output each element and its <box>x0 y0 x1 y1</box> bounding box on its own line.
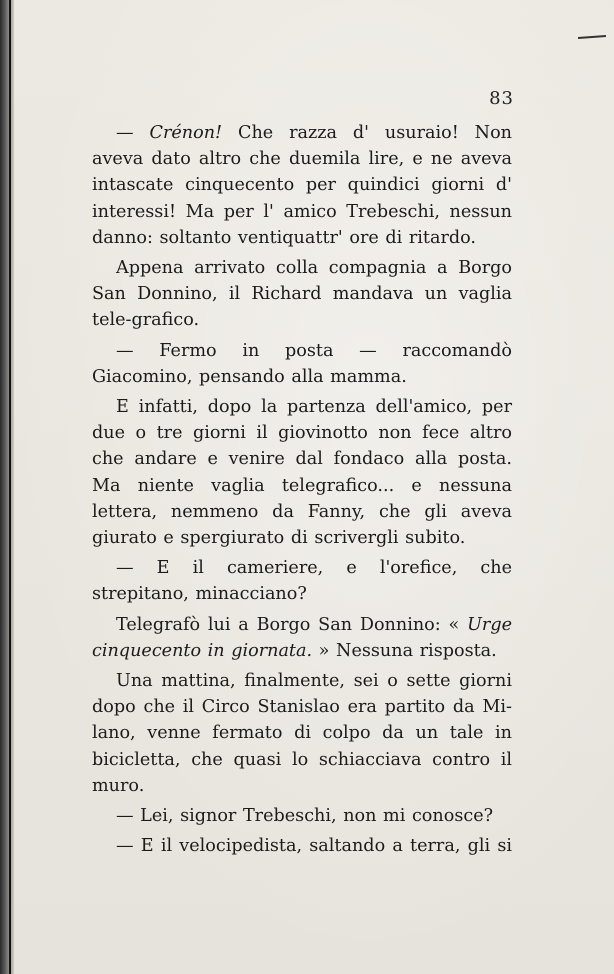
paragraph <box>92 833 512 859</box>
book-spine-edge <box>9 0 11 974</box>
text-run: — Lei, signor Trebeschi, non mi conosce? <box>116 806 494 827</box>
text-run: E infatti, dopo la partenza dell'amico, per due o tre giorni il giovinotto non fece altro che andare e venire dal fondaco alla posta. Ma niente vaglia telegrafico... e nessuna lettera, nemmeno da Fanny, che gli aveva giurato e spergiurato di scrivergli subito. <box>92 397 512 549</box>
page-number: 83 <box>489 88 514 109</box>
italic-text-run: Crénon! <box>149 123 223 143</box>
text-run: — <box>116 123 150 143</box>
paragraph <box>92 394 512 551</box>
book-spine-shadow <box>0 0 14 974</box>
text-body <box>92 120 512 863</box>
paragraph <box>92 555 512 607</box>
text-run: Telegrafò lui a Borgo San Donnino: « <box>116 614 468 635</box>
text-run: » Nessuna risposta. <box>312 640 497 661</box>
paragraph <box>92 668 512 799</box>
paragraph <box>92 803 512 829</box>
italic-text-run: Urge cinquecento in giornata. <box>92 614 512 661</box>
text-run: — Fermo in posta — raccomandò Giacomino, pensando alla mamma. <box>92 340 512 387</box>
text-run: Una mattina, finalmente, sei o sette giorni dopo che il Circo Stanislao era partito da Mi-lano, venne fermato di colpo da un tale in bicicletta, che quasi lo schiacciava contro il muro. <box>92 671 512 796</box>
text-run: Appena arrivato colla compagnia a Borgo San Donnino, il Richard mandava un vaglia tele-grafico. <box>92 258 512 331</box>
paragraph <box>92 612 512 664</box>
paragraph <box>92 255 512 334</box>
text-run: Che razza d' usuraio! Non aveva dato altro che duemila lire, e ne aveva intascate cinquecento per quindici giorni d' interessi! Ma per l' amico Trebeschi, nessun danno: soltanto ventiquattr' ore di ritardo. <box>92 123 512 248</box>
text-run: — E il cameriere, e l'orefice, che strepitano, minacciano? <box>92 558 512 605</box>
page-corner-mark <box>578 35 606 39</box>
paragraph <box>92 338 512 390</box>
paragraph <box>92 120 512 251</box>
text-run: — E il velocipedista, saltando a terra, gli si <box>116 836 512 857</box>
